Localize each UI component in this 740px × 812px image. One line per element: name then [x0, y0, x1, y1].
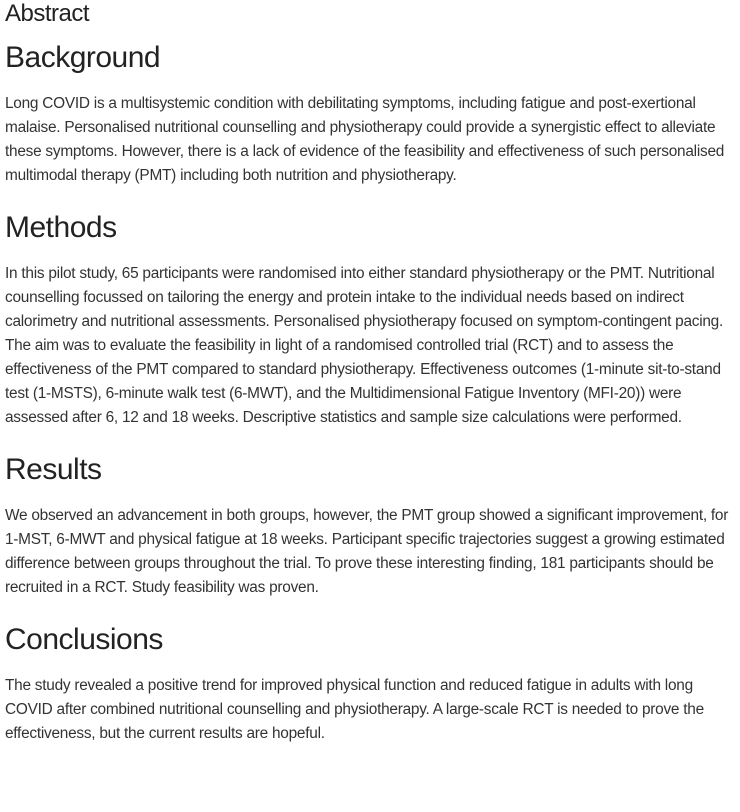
section-heading-background: Background: [5, 41, 161, 74]
section-heading-conclusions: Conclusions: [5, 623, 163, 656]
section-methods: [5, 211, 740, 430]
abstract-title: Abstract: [5, 0, 90, 27]
section-body-conclusions: The study revealed a positive trend for improved physical function and reduced fatigue in adults with long COVID after combined nutritional counselling and physiotherapy. A large-scale RCT is needed to prove the effectiveness, but the current results are hopeful.: [5, 677, 704, 742]
section-body-methods: In this pilot study, 65 participants were randomised into either standard physiotherapy or the PMT. Nutritional counselling focussed on tailoring the energy and protein intake to the individual needs based on indirect calorimetry and nutritional assessments. Personalised physiotherapy focused on symptom-contingent pacing. The aim was to evaluate the feasibility in light of a randomised controlled trial (RCT) and to assess the effectiveness of the PMT compared to standard physiotherapy. Effectiveness outcomes (1-minute sit-to-stand test (1-MSTS), 6-minute walk test (6-MWT), and the Multidimensional Fatigue Inventory (MFI-20)) were assessed after 6, 12 and 18 weeks. Descriptive statistics and sample size calculations were performed.: [5, 265, 724, 426]
section-body-background: Long COVID is a multisystemic condition with debilitating symptoms, including fatigue and post-exertional malaise. Personalised nutritional counselling and physiotherapy could provide a synergistic effect to alleviate these symptoms. However, there is a lack of evidence of the feasibility and effectiveness of such personalised multimodal therapy (PMT) including both nutrition and physiotherapy.: [5, 95, 725, 184]
section-background: [5, 41, 740, 188]
section-results: [5, 453, 740, 600]
section-heading-methods: Methods: [5, 211, 117, 244]
section-body-results: We observed an advancement in both groups, however, the PMT group showed a significant improvement, for 1-MST, 6-MWT and physical fatigue at 18 weeks. Participant specific trajectories suggest a growing estimated difference between groups throughout the trial. To prove these interesting finding, 181 participants should be recruited in a RCT. Study feasibility was proven.: [5, 507, 729, 596]
section-heading-results: Results: [5, 453, 102, 486]
section-conclusions: [5, 623, 740, 746]
